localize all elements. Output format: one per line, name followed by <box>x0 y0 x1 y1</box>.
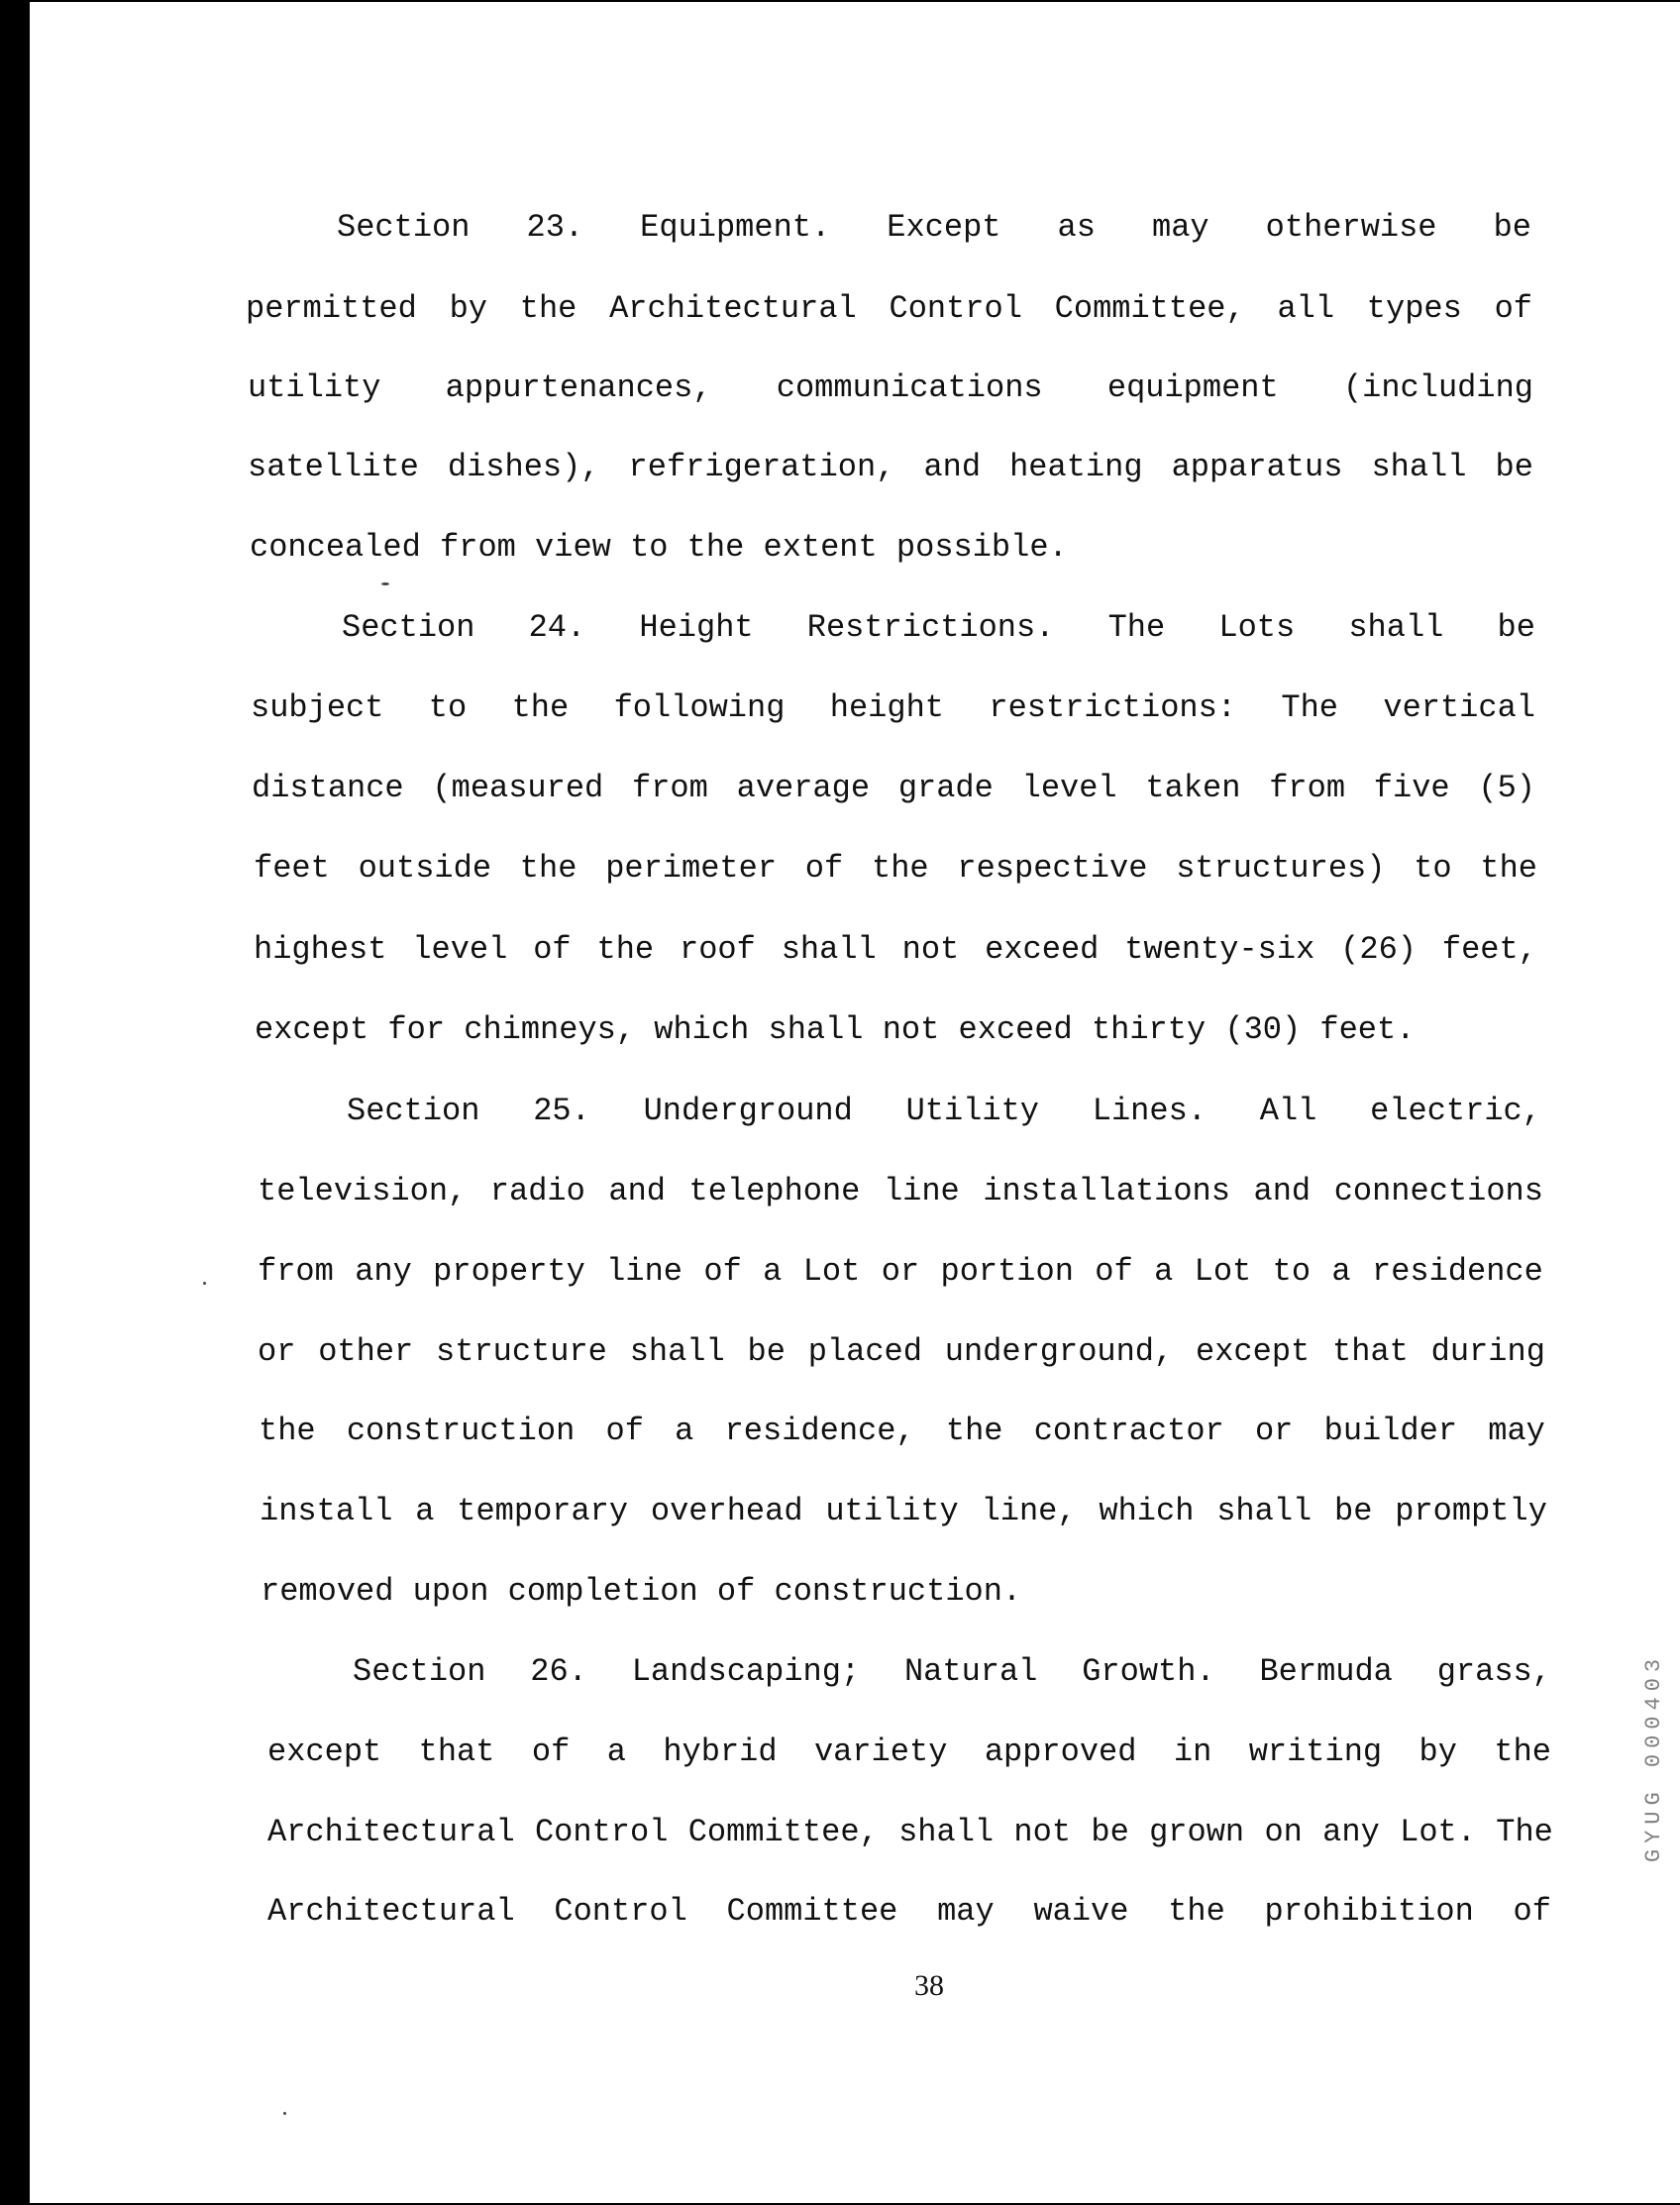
text-line: distance (measured from average grade level taken from five (5) <box>252 770 1535 806</box>
text-line: install a temporary overhead utility line, which shall be promptly <box>260 1493 1547 1529</box>
text-line: Section 26. Landscaping; Natural Growth. Bermuda grass, <box>353 1653 1551 1690</box>
text-line: highest level of the roof shall not exceed twenty-six (26) feet, <box>254 931 1537 968</box>
text-line: permitted by the Architectural Control Committee, all types of <box>246 290 1532 327</box>
text-line: Architectural Control Committee, shall not be grown on any Lot. The <box>267 1814 1553 1850</box>
body-text <box>30 2 1680 2203</box>
text-line: except that of a hybrid variety approved in writing by the <box>267 1733 1551 1770</box>
scan-speck <box>283 2112 286 2115</box>
document-page <box>30 2 1680 2203</box>
text-line: feet outside the perimeter of the respective structures) to the <box>254 850 1537 887</box>
text-line: Section 24. Height Restrictions. The Lots shall be <box>342 609 1535 646</box>
text-line: or other structure shall be placed underground, except that during <box>258 1333 1545 1370</box>
scan-speck <box>381 582 389 585</box>
text-line: utility appurtenances, communications equipment (including <box>248 369 1533 406</box>
text-line: the construction of a residence, the contractor or builder may <box>259 1413 1545 1449</box>
page-number: 38 <box>914 1969 944 2002</box>
bates-stamp-text: GYUG 000403 <box>1641 1652 1667 1862</box>
bates-stamp <box>1642 1559 1666 1955</box>
text-line: removed upon completion of construction. <box>261 1573 1022 1610</box>
text-line: except for chimneys, which shall not exceed thirty (30) feet. <box>255 1011 1416 1048</box>
text-line: Section 25. Underground Utility Lines. All electric, <box>347 1093 1541 1129</box>
text-line: Architectural Control Committee may waive the prohibition of <box>267 1893 1551 1930</box>
text-line: concealed from view to the extent possible. <box>250 529 1068 566</box>
text-line: Section 23. Equipment. Except as may otherwise be <box>337 209 1531 246</box>
text-line: from any property line of a Lot or portion of a Lot to a residence <box>258 1253 1543 1290</box>
text-line: television, radio and telephone line installations and connections <box>258 1173 1543 1209</box>
text-line: satellite dishes), refrigeration, and heating apparatus shall be <box>248 449 1533 485</box>
text-line: subject to the following height restrictions: The vertical <box>251 689 1535 726</box>
scan-speck <box>203 1282 206 1285</box>
